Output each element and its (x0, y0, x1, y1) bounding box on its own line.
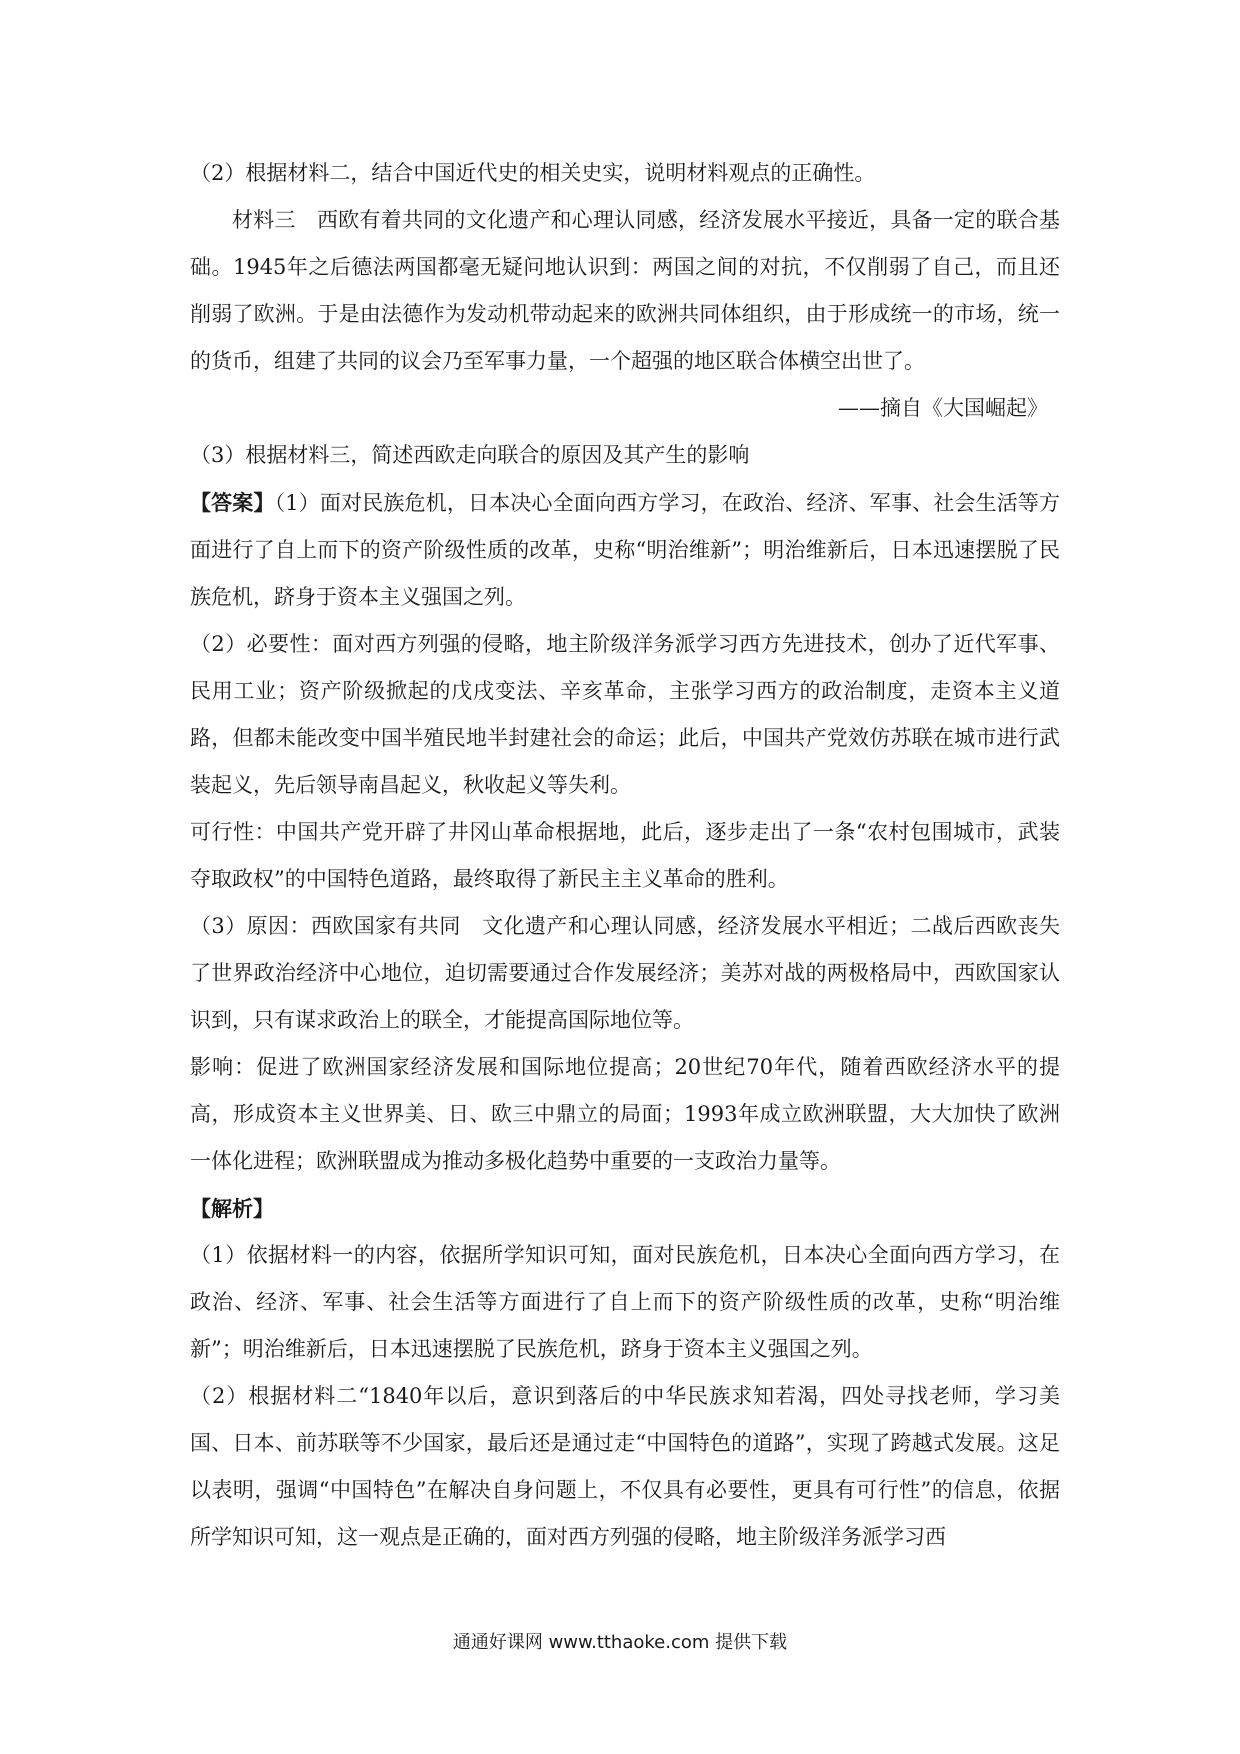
document-body (190, 150, 1060, 1561)
question-2-prompt: （2）根据材料二，结合中国近代史的相关史实，说明材料观点的正确性。 (190, 161, 876, 185)
page-footer: 通通好课网 www.tthaoke.com 提供下载 (452, 1632, 788, 1653)
answer-part-1 (190, 479, 1060, 621)
answer-part-3-impact: 影响：促进了欧洲国家经济发展和国际地位提高；20世纪70年代，随着西欧经济水平的提高，形成资本主义世界美、日、欧三中鼎立的局面；1993年成立欧洲联盟，大大加快了欧洲一体化进程；欧洲联盟成为推动多极化趋势中重要的一支政治力量等。 (190, 1055, 1060, 1173)
answer-part-3-reasons: （3）原因：西欧国家有共同 文化遗产和心理认同感，经济发展水平相近；二战后西欧丧失了世界政治经济中心地位，迫切需要通过合作发展经济；美苏对战的两极格局中，西欧国家认识到，只有谋求政治上的联全，才能提高国际地位等。 (190, 914, 1060, 1032)
answer-label: 【答案】 (190, 490, 275, 515)
question-3-prompt: （3）根据材料三，简述西欧走向联合的原因及其产生的影响 (190, 443, 750, 467)
analysis-heading: 【解析】 (190, 1196, 274, 1221)
material-3-source: ——摘自《大国崛起》 (838, 396, 1048, 420)
answer-part-2-feasibility: 可行性：中国共产党开辟了井冈山革命根据地，此后，逐步走出了一条“农村包围城市，武装夺取政权”的中国特色道路，最终取得了新民主主义革命的胜利。 (190, 820, 1060, 891)
analysis-part-2: （2）根据材料二“1840年以后，意识到落后的中华民族求知若渴，四处寻找老师，学习美国、日本、前苏联等不少国家，最后还是通过走“中国特色的道路”，实现了跨越式发展。这足以表明，强调“中国特色”在解决自身问题上，不仅具有必要性，更具有可行性”的信息，依据所学知识可知，这一观点是正确的，面对西方列强的侵略，地主阶级洋务派学习西 (190, 1384, 1060, 1549)
material-3-text: 材料三 西欧有着共同的文化遗产和心理认同感，经济发展水平接近，具备一定的联合基础。1945年之后德法两国都毫无疑问地认识到：两国之间的对抗，不仅削弱了自己，而且还削弱了欧洲。于是由法德作为发动机带动起来的欧洲共同体组织，由于形成统一的市场，统一的货币，组建了共同的议会乃至军事力量，一个超强的地区联合体横空出世了。 (190, 208, 1060, 373)
answer-part-1-text: （1）面对民族危机，日本决心全面向西方学习，在政治、经济、军事、社会生活等方面进行了自上而下的资产阶级性质的改革，史称“明治维新”；明治维新后，日本迅速摆脱了民族危机，跻身于资本主义强国之列。 (190, 491, 1061, 609)
analysis-part-1: （1）依据材料一的内容，依据所学知识可知，面对民族危机，日本决心全面向西方学习，在政治、经济、军事、社会生活等方面进行了自上而下的资产阶级性质的改革，史称“明治维新”；明治维新后，日本迅速摆脱了民族危机，跻身于资本主义强国之列。 (190, 1243, 1060, 1361)
answer-part-2-necessity: （2）必要性：面对西方列强的侵略，地主阶级洋务派学习西方先进技术，创办了近代军事、民用工业；资产阶级掀起的戊戌变法、辛亥革命，主张学习西方的政治制度，走资本主义道路，但都未能改变中国半殖民地半封建社会的命运；此后，中国共产党效仿苏联在城市进行武装起义，先后领导南昌起义，秋收起义等失利。 (190, 632, 1060, 797)
